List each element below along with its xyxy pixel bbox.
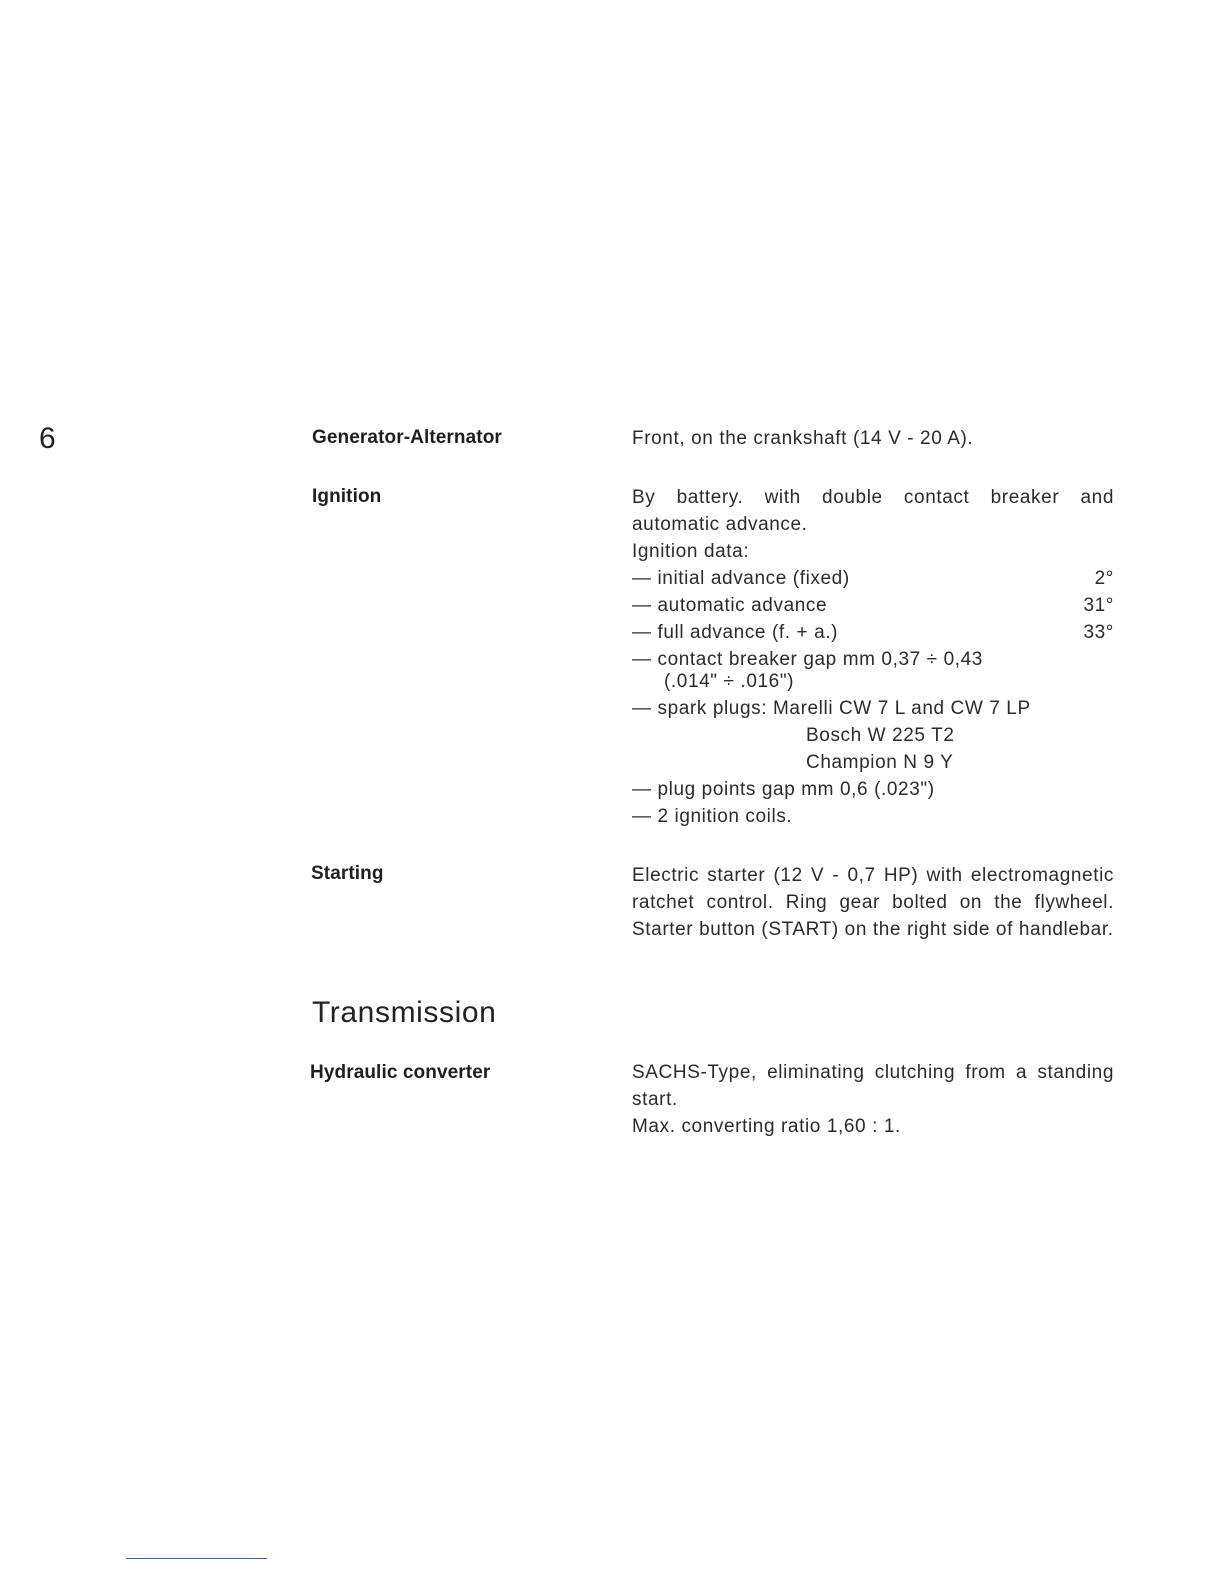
- footer-rule: [126, 1558, 267, 1559]
- ignition-coils: — 2 ignition coils.: [632, 806, 793, 827]
- page-number: 6: [39, 422, 56, 455]
- hydraulic-converter-label: Hydraulic converter: [310, 1062, 491, 1083]
- spark-plugs-bosch: Bosch W 225 T2: [806, 725, 955, 746]
- contact-breaker-gap: — contact breaker gap mm 0,37 ÷ 0,43: [632, 649, 983, 670]
- generator-text: Front, on the crankshaft (14 V - 20 A).: [632, 428, 974, 449]
- transmission-heading: Transmission: [312, 996, 497, 1029]
- initial-advance-row: [632, 565, 1114, 592]
- automatic-advance-row: [632, 592, 1114, 619]
- initial-advance-value: 2°: [1094, 568, 1114, 589]
- hydraulic-converter-text: SACHS-Type, eliminating clutching from a standing start.: [632, 1062, 1114, 1110]
- generator-label: Generator-Alternator: [312, 427, 502, 448]
- starting-text: Electric starter (12 V - 0,7 HP) with electromagnetic ratchet control. Ring gear bolted on the flywheel. Starter button (START) on the right side of handlebar.: [632, 865, 1114, 940]
- spark-plugs-champion: Champion N 9 Y: [806, 752, 954, 773]
- spark-plugs: — spark plugs: Marelli CW 7 L and CW 7 LP: [632, 698, 1031, 719]
- ignition-block: [632, 484, 1114, 830]
- hydraulic-converter-block: [632, 1059, 1114, 1140]
- plug-points-gap: — plug points gap mm 0,6 (.023"): [632, 779, 935, 800]
- ignition-intro: By battery. with double contact breaker and automatic advance.: [632, 487, 1114, 535]
- initial-advance-label: — initial advance (fixed): [632, 568, 850, 589]
- full-advance-value: 33°: [1083, 622, 1114, 643]
- automatic-advance-label: — automatic advance: [632, 595, 828, 616]
- starting-label: Starting: [311, 863, 384, 884]
- automatic-advance-value: 31°: [1083, 595, 1114, 616]
- converting-ratio: Max. converting ratio 1,60 : 1.: [632, 1116, 901, 1137]
- ignition-label: Ignition: [312, 486, 382, 507]
- full-advance-label: — full advance (f. + a.): [632, 622, 839, 643]
- ignition-data-heading: Ignition data:: [632, 541, 750, 562]
- contact-breaker-gap-inch: (.014" ÷ .016"): [664, 671, 795, 692]
- full-advance-row: [632, 619, 1114, 646]
